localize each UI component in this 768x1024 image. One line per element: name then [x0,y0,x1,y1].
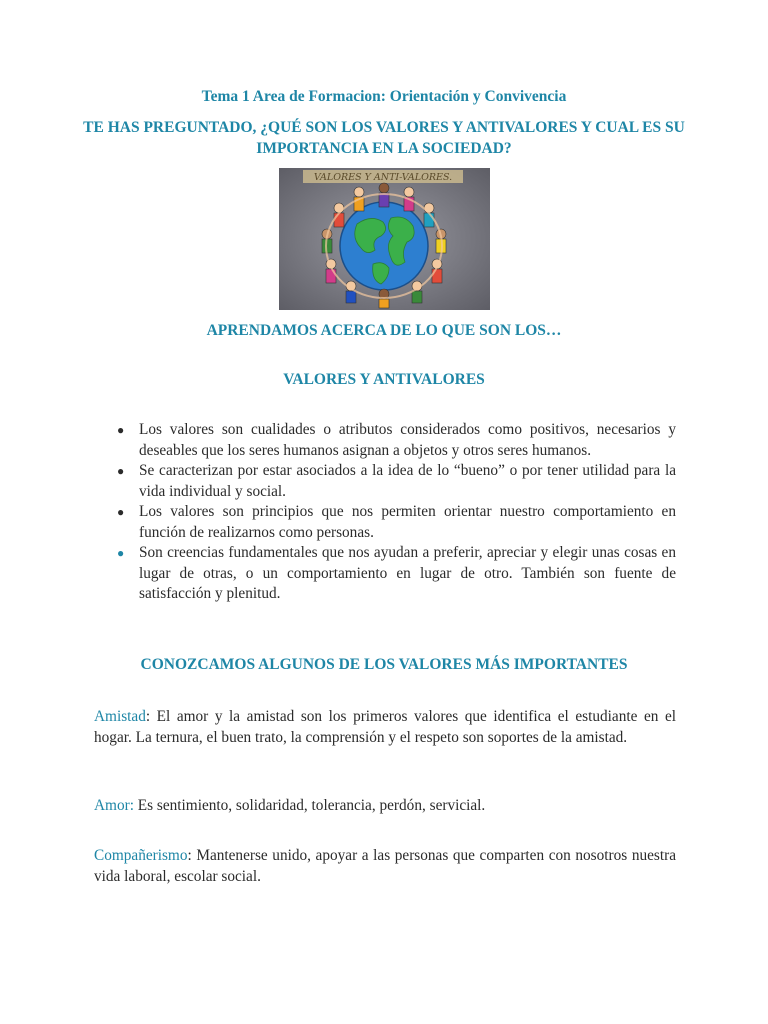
definition-term: Amistad [94,708,146,725]
values-illustration [279,168,490,310]
list-item: ● Se caracterizan por estar asociados a la idea de lo “bueno” o por tener utilidad para la vida individual y social. [117,462,676,500]
topic-heading: Tema 1 Area de Formacion: Orientación y Convivencia [201,88,567,105]
definition-amistad: Amistad: El amor y la amistad son los primeros valores que identifica el estudiante en el hogar. La ternura, el buen trato, la comprensión y el respeto son soportes de la amistad. [94,708,677,746]
definition-term: Amor: [94,797,134,814]
bullet-list [94,420,676,605]
definition-text: Mantenerse unido, apoyar a las personas que comparten con nosotros nuestra vida laboral, escolar social. [94,847,677,885]
list-item: ● Son creencias fundamentales que nos ayudan a preferir, apreciar y elegir unas cosas en lugar de otras, o un comportamiento en lugar de otro. También son fuente de satisfacción y plenitud. [117,544,676,602]
important-values-heading: CONOZCAMOS ALGUNOS DE LOS VALORES MÁS IMPORTANTES [140,656,628,673]
bullet-icon: ● [117,464,125,478]
bullet-icon: ● [117,423,125,437]
list-item: ● Los valores son principios que nos permiten orientar nuestro comportamiento en función de realizarnos como personas. [117,503,676,541]
definition-text: El amor y la amistad son los primeros valores que identifica el estudiante en el hogar. La ternura, el buen trato, la comprensión y el respeto son soportes de la amistad. [94,708,677,746]
bullet-icon: ● [117,505,125,519]
question-heading: TE HAS PREGUNTADO, ¿QUÉ SON LOS VALORES Y ANTIVALORES Y CUAL ES SU IMPORTANCIA EN LA SOCIEDAD? [83,119,685,157]
learn-heading: APRENDAMOS ACERCA DE LO QUE SON LOS… [206,322,562,339]
bullet-icon: ● [117,546,125,560]
values-heading: VALORES Y ANTIVALORES [283,371,485,388]
definition-companerismo: Compañerismo: Mantenerse unido, apoyar a las personas que comparten con nosotros nuestra vida laboral, escolar social. [94,847,677,885]
definition-term: Compañerismo [94,847,188,864]
definition-text: Es sentimiento, solidaridad, tolerancia, perdón, servicial. [137,797,486,814]
definition-amor [94,796,676,817]
image-caption: VALORES Y ANTI-VALORES. [313,172,453,183]
globe-children-image [279,168,490,310]
list-item: ● Los valores son cualidades o atributos considerados como positivos, necesarios y deseables que los seres humanos asignan a objetos y otros seres humanos. [117,421,676,459]
